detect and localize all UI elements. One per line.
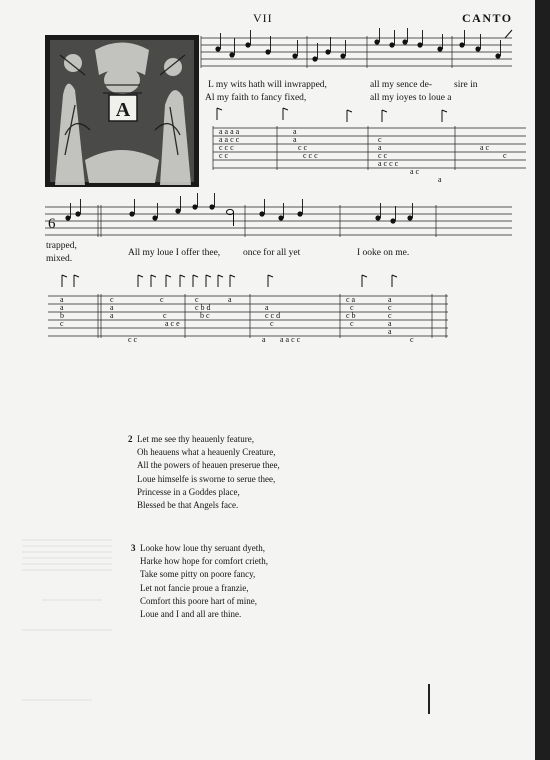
verse-3-line-5: Comfort this poore hart of mine, [140, 595, 257, 606]
verse-2-line-2: Oh heauens what a heauenly Creature, [137, 447, 276, 458]
svg-text:a: a [293, 127, 297, 136]
svg-text:c c c: c c c [303, 151, 318, 160]
verse-3-line-4: Let not fancie proue a franzie, [140, 582, 249, 593]
svg-text:c c c: c c c [219, 143, 234, 152]
verse-3-line-2: Harke how hope for comfort crieth, [140, 556, 268, 567]
lyric-line-3a: trapped, [46, 241, 77, 251]
svg-text:c: c [160, 295, 164, 304]
initial-letter: A [115, 99, 131, 121]
svg-text:a: a [378, 143, 382, 152]
verse-2-number: 2 [128, 434, 133, 444]
verse-2-line-5: Princesse in a Goddes place, [137, 486, 240, 497]
svg-text:a: a [293, 135, 297, 144]
svg-text:a: a [228, 295, 232, 304]
svg-text:c: c [410, 335, 414, 344]
svg-text:b: b [60, 311, 64, 320]
verse-3-line-6: Loue and I and all are thine. [140, 609, 242, 620]
lyric-line-3c: All my loue I offer thee, [128, 248, 221, 258]
svg-text:c a: c a [346, 295, 356, 304]
svg-text:a c: a c [410, 167, 420, 176]
svg-text:a c: a c [480, 143, 490, 152]
lyric-line-2b: all my ioyes to loue a [370, 93, 452, 103]
verse-3-line-3: Take some pitty on poore fancy, [140, 569, 256, 580]
svg-text:a: a [265, 303, 269, 312]
svg-text:c c: c c [219, 151, 229, 160]
svg-text:a: a [60, 295, 64, 304]
verse-3-number: 3 [131, 543, 136, 553]
music-notation [0, 0, 535, 360]
verse-2-line-3: All the powers of heauen preserue thee, [137, 460, 280, 471]
svg-text:c c: c c [128, 335, 138, 344]
svg-text:c: c [110, 295, 114, 304]
verse-2-line-1: Let me see thy heauenly feature, [137, 434, 254, 444]
svg-text:a: a [438, 175, 442, 184]
verse-2 [128, 433, 280, 512]
svg-text:c b: c b [346, 311, 356, 320]
svg-text:c: c [503, 151, 507, 160]
stray-mark [428, 684, 430, 714]
svg-text:c: c [163, 311, 167, 320]
svg-text:c: c [270, 319, 274, 328]
verse-2-line-4: Loue himselfe is sworne to serue thee, [137, 473, 276, 484]
svg-text:c: c [388, 303, 392, 312]
svg-text:c c d: c c d [265, 311, 281, 320]
svg-text:c: c [378, 135, 382, 144]
lyric-line-3d: once for all yet [243, 248, 301, 258]
svg-text:a a a a: a a a a [219, 127, 240, 136]
verse-2-line-6: Blessed be that Angels face. [137, 500, 239, 511]
svg-text:a a c c: a a c c [280, 335, 301, 344]
svg-text:b c: b c [200, 311, 210, 320]
svg-text:a: a [388, 295, 392, 304]
svg-text:a: a [262, 335, 266, 344]
svg-text:c: c [350, 303, 354, 312]
lyric-line-1c: sire in [454, 80, 478, 90]
lyric-line-3b: mixed. [46, 254, 73, 264]
svg-text:a a c c: a a c c [219, 135, 240, 144]
svg-text:a c c c: a c c c [378, 159, 399, 168]
svg-text:c c: c c [378, 151, 388, 160]
lyric-line-1a: L my wits hath will inwrapped, [208, 80, 327, 90]
svg-text:c: c [60, 319, 64, 328]
page-edge-shadow [535, 0, 550, 760]
lyric-line-2a: Al my faith to fancy fixed, [205, 93, 307, 103]
svg-text:c: c [350, 319, 354, 328]
lyric-line-1b: all my sence de- [370, 80, 432, 90]
svg-text:a: a [110, 311, 114, 320]
svg-text:a: a [388, 319, 392, 328]
svg-text:c c: c c [298, 143, 308, 152]
verse-3 [131, 542, 268, 621]
song-number: VII [253, 11, 273, 25]
bleed-through-marks [12, 520, 132, 720]
svg-text:c: c [388, 311, 392, 320]
svg-text:a: a [60, 303, 64, 312]
svg-text:a c e: a c e [165, 319, 180, 328]
svg-text:c b d: c b d [195, 303, 211, 312]
svg-text:a: a [388, 327, 392, 336]
svg-text:c: c [195, 295, 199, 304]
voice-part-title: CANTO [462, 11, 513, 25]
svg-text:a: a [110, 303, 114, 312]
lyric-line-3e: I ooke on me. [357, 248, 410, 258]
svg-text:6: 6 [48, 216, 56, 232]
verse-3-line-1: Looke how loue thy seruant dyeth, [140, 543, 265, 553]
